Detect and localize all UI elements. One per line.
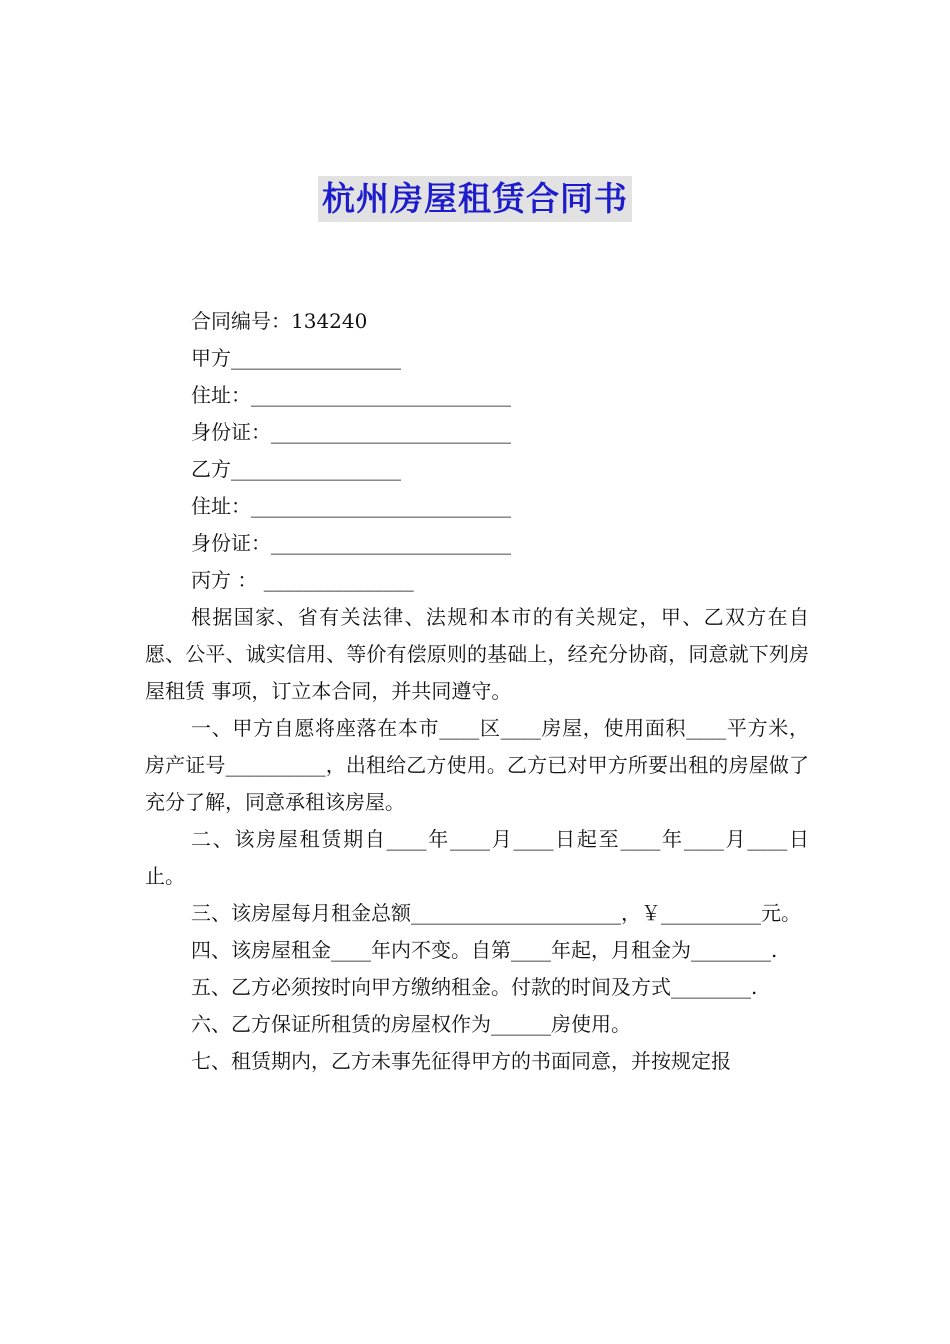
party-a-address-field: 住址：__________________________ bbox=[191, 383, 511, 407]
party-b-id-field: 身份证：________________________ bbox=[191, 531, 511, 555]
clause-5: 五、乙方必须按时向甲方缴纳租金。付款的时间及方式________. bbox=[191, 975, 758, 999]
clause-2: 二、该房屋租赁期自____年____月____日起至____年____月____日止。 bbox=[145, 827, 809, 888]
party-a-field: 甲方_________________ bbox=[191, 346, 401, 370]
party-b-address-field: 住址：__________________________ bbox=[191, 494, 511, 518]
clause-6: 六、乙方保证所租赁的房屋权作为______房使用。 bbox=[191, 1012, 631, 1036]
party-b-field: 乙方_________________ bbox=[191, 457, 401, 481]
clause-4: 四、该房屋租金____年内不变。自第____年起，月租金为________. bbox=[191, 938, 778, 962]
contract-number: 合同编号：134240 bbox=[191, 309, 368, 333]
clause-7: 七、租赁期内，乙方未事先征得甲方的书面同意，并按规定报 bbox=[191, 1049, 731, 1073]
clause-3: 三、该房屋每月租金总额_____________________，￥__________元。 bbox=[191, 901, 801, 925]
title-container bbox=[0, 176, 950, 222]
preamble-paragraph: 根据国家、省有关法律、法规和本市的有关规定，甲、乙双方在自愿、公平、诚实信用、等价有偿原则的基础上，经充分协商，同意就下列房屋租赁 事项，订立本合同，并共同遵守。 bbox=[145, 605, 809, 703]
clause-1: 一、甲方自愿将座落在本市____区____房屋，使用面积____平方米，房产证号__________，出租给乙方使用。乙方已对甲方所要出租的房屋做了充分了解，同意承租该房屋。 bbox=[145, 716, 809, 814]
document-body bbox=[145, 303, 809, 1080]
party-a-id-field: 身份证：________________________ bbox=[191, 420, 511, 444]
document-title: 杭州房屋租赁合同书 bbox=[318, 176, 632, 222]
party-c-field: 丙方 ： _______________ bbox=[191, 568, 414, 592]
